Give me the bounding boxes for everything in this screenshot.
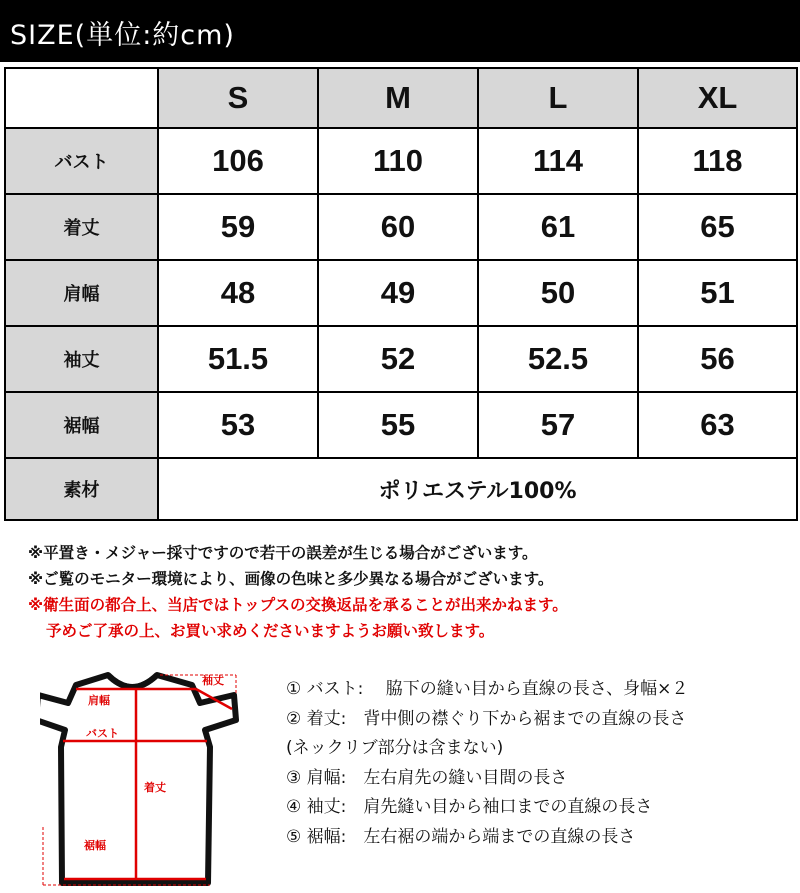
diagram-label-sleeve: 袖丈 bbox=[202, 674, 224, 687]
table-cell: 55 bbox=[318, 392, 478, 458]
size-header-row bbox=[5, 68, 797, 128]
table-row bbox=[5, 392, 797, 458]
table-cell: 49 bbox=[318, 260, 478, 326]
table-cell: 114 bbox=[478, 128, 638, 194]
row-label: 着丈 bbox=[5, 194, 158, 260]
size-header-s: S bbox=[158, 68, 318, 128]
table-cell: 56 bbox=[638, 326, 797, 392]
table-cell: 106 bbox=[158, 128, 318, 194]
diagram-label-hem: 裾幅 bbox=[84, 839, 106, 852]
page-title: SIZE(単位:約cm) bbox=[10, 20, 235, 51]
table-cell: 52 bbox=[318, 326, 478, 392]
row-label: 袖丈 bbox=[5, 326, 158, 392]
table-cell: 53 bbox=[158, 392, 318, 458]
size-header-xl: XL bbox=[638, 68, 797, 128]
legend-item: ③ 肩幅: 左右肩先の縫い目間の長さ bbox=[286, 767, 568, 788]
table-row bbox=[5, 326, 797, 392]
note-line-warning: 予めご了承の上、お買い求めくださいますようお願い致します。 bbox=[46, 622, 495, 640]
size-table bbox=[4, 67, 798, 521]
size-header-l: L bbox=[478, 68, 638, 128]
table-cell: 51.5 bbox=[158, 326, 318, 392]
corner-cell bbox=[5, 68, 158, 128]
table-cell: 118 bbox=[638, 128, 797, 194]
table-cell: 50 bbox=[478, 260, 638, 326]
table-cell: 52.5 bbox=[478, 326, 638, 392]
table-cell: 60 bbox=[318, 194, 478, 260]
table-cell: 61 bbox=[478, 194, 638, 260]
notes bbox=[28, 540, 568, 644]
legend-item: ④ 袖丈: 肩先縫い目から袖口までの直線の長さ bbox=[286, 797, 653, 817]
table-cell: 59 bbox=[158, 194, 318, 260]
diagram-label-bust: バスト bbox=[86, 727, 119, 740]
legend-item: ② 着丈: 背中側の襟ぐり下から裾までの直線の長さ bbox=[286, 708, 687, 729]
material-row bbox=[5, 458, 797, 520]
table-row bbox=[5, 194, 797, 260]
table-row bbox=[5, 260, 797, 326]
table-row bbox=[5, 128, 797, 194]
header-bar bbox=[0, 0, 800, 62]
table-cell: 57 bbox=[478, 392, 638, 458]
legend-item: (ネックリブ部分は含まない) bbox=[286, 738, 504, 758]
tshirt-outline-icon bbox=[40, 665, 250, 887]
legend-item: ① バスト: 脇下の縫い目から直線の長さ、身幅×２ bbox=[286, 679, 689, 699]
row-label: バスト bbox=[5, 128, 158, 194]
table-cell: 65 bbox=[638, 194, 797, 260]
diagram-label-shoulder: 肩幅 bbox=[88, 694, 110, 707]
row-label: 肩幅 bbox=[5, 260, 158, 326]
measurement-legend bbox=[286, 675, 688, 852]
row-label: 裾幅 bbox=[5, 392, 158, 458]
note-line: ※平置き・メジャー採寸ですので若干の誤差が生じる場合がございます。 bbox=[28, 544, 538, 562]
material-value: ポリエステル100% bbox=[158, 458, 797, 520]
material-label: 素材 bbox=[5, 458, 158, 520]
tshirt-diagram bbox=[40, 665, 250, 887]
diagram-label-length: 着丈 bbox=[144, 781, 166, 794]
legend-item: ⑤ 裾幅: 左右裾の端から端までの直線の長さ bbox=[286, 826, 636, 847]
note-line: ※ご覧のモニター環境により、画像の色味と多少異なる場合がございます。 bbox=[28, 570, 554, 588]
note-line-warning: ※衛生面の都合上、当店ではトップスの交換返品を承ることが出来かねます。 bbox=[28, 596, 568, 614]
table-cell: 48 bbox=[158, 260, 318, 326]
size-header-m: M bbox=[318, 68, 478, 128]
table-cell: 51 bbox=[638, 260, 797, 326]
table-cell: 63 bbox=[638, 392, 797, 458]
table-cell: 110 bbox=[318, 128, 478, 194]
